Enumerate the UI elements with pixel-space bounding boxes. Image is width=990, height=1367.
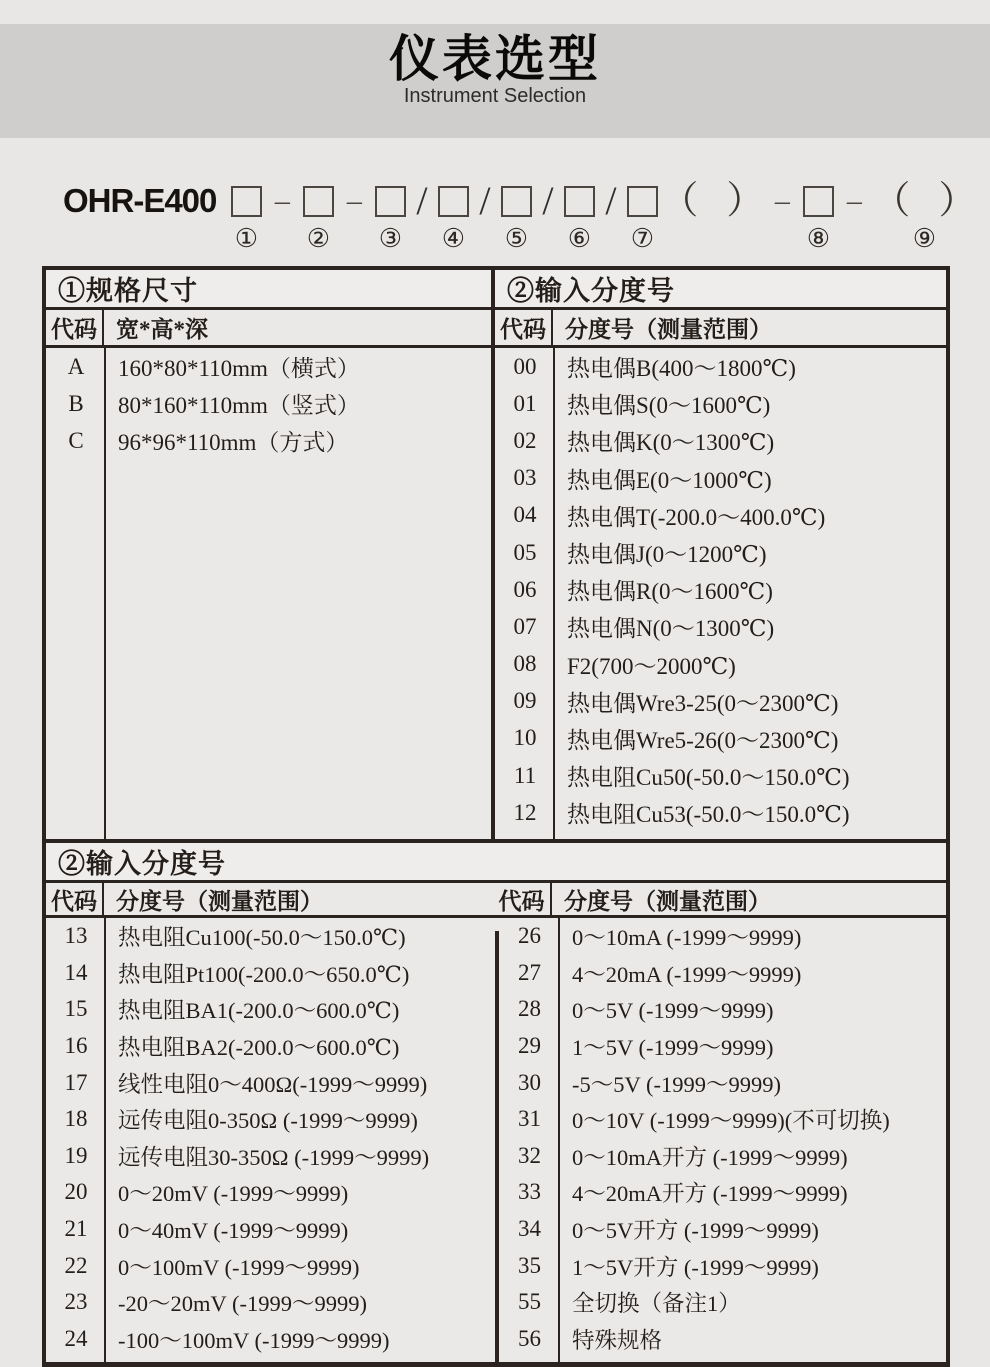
- table-row: [499, 1284, 946, 1321]
- code-cell: 20: [64, 1179, 88, 1205]
- table-row: [499, 1247, 946, 1284]
- code-cell: 26: [518, 923, 541, 949]
- desc-cell: 热电偶J(0～1200℃): [567, 542, 767, 568]
- paren-open: （: [872, 180, 911, 222]
- slash-separator: /: [416, 178, 428, 223]
- code-cell: C: [68, 427, 84, 453]
- code-cell: 32: [518, 1142, 541, 1168]
- paren-close: ）: [938, 180, 977, 222]
- desc-cell: 热电阻Cu50(-50.0～150.0℃): [567, 765, 850, 791]
- desc-cell: 0～20mV (-1999～9999): [118, 1181, 349, 1207]
- desc-cell: 4～20mA开方 (-1999～9999): [572, 1181, 848, 1207]
- position-circle-2: ②: [306, 224, 331, 253]
- slash-separator: /: [542, 178, 554, 223]
- input-graduation-rows: [495, 348, 946, 839]
- table-row: [499, 918, 946, 955]
- table-row: [495, 571, 946, 608]
- desc-cell: 0～10V (-1999～9999)(不可切换): [572, 1108, 890, 1134]
- model-box-7: [624, 185, 660, 253]
- table-row: [499, 1321, 946, 1358]
- desc-cell: 热电偶N(0～1300℃): [567, 616, 775, 642]
- code-cell: 30: [518, 1069, 541, 1095]
- desc-cell: -5～5V (-1999～9999): [572, 1071, 781, 1097]
- code-cell: 11: [513, 762, 537, 788]
- table-row: [495, 422, 946, 459]
- code-cell: 15: [64, 996, 88, 1022]
- desc-cell: 热电偶S(0～1600℃): [567, 393, 771, 419]
- column-code: 代码: [46, 883, 104, 915]
- model-paren-9: [872, 180, 977, 253]
- model-prefix: OHR-E400: [63, 182, 217, 219]
- table-row: [46, 1321, 495, 1358]
- column-size: 宽*高*深: [116, 317, 208, 342]
- title-band: [0, 24, 990, 138]
- position-circle-8: ⑧: [806, 224, 831, 253]
- code-cell: 33: [518, 1179, 541, 1205]
- table-row: [46, 1174, 495, 1211]
- table-row: [495, 460, 946, 497]
- code-cell: 17: [64, 1069, 88, 1095]
- desc-cell: 热电阻BA1(-200.0～600.0℃): [118, 998, 400, 1024]
- code-cell: 13: [64, 923, 88, 949]
- column-range: 分度号（测量范围）: [116, 888, 323, 914]
- model-code-row: [63, 178, 977, 253]
- input-graduation-2-rows: [46, 918, 946, 1363]
- model-box-1: [228, 185, 264, 253]
- position-circle-1: ①: [234, 224, 259, 253]
- desc-cell: -100～100mV (-1999～9999): [118, 1327, 390, 1353]
- table-row: [499, 1138, 946, 1175]
- table-row: [46, 991, 495, 1028]
- desc-cell: 热电偶T(-200.0～400.0℃): [567, 504, 826, 530]
- table-row: [46, 1211, 495, 1248]
- desc-cell: 热电阻Cu100(-50.0～150.0℃): [118, 925, 406, 951]
- code-cell: 09: [513, 688, 537, 714]
- table-row: [499, 955, 946, 992]
- slash-separator: /: [605, 178, 617, 223]
- desc-cell: 热电偶Wre5-26(0～2300℃): [567, 727, 839, 753]
- code-cell: 34: [518, 1216, 541, 1242]
- code-cell: 14: [64, 959, 88, 985]
- desc-cell: 0～5V开方 (-1999～9999): [572, 1218, 819, 1244]
- desc-cell: 0～10mA开方 (-1999～9999): [572, 1144, 848, 1170]
- table-row: [46, 1101, 495, 1138]
- column-range: 分度号（测量范围）: [564, 888, 771, 914]
- desc-cell: 1～5V (-1999～9999): [572, 1035, 774, 1061]
- desc-cell: 热电偶R(0～1600℃): [567, 579, 773, 605]
- position-circle-9: ⑨: [912, 224, 937, 253]
- table-row: [495, 348, 946, 385]
- desc-cell: 160*80*110mm（横式）: [118, 356, 360, 382]
- code-cell: 31: [518, 1106, 541, 1132]
- table-row: [46, 1138, 495, 1175]
- paren-open: （: [660, 180, 699, 222]
- code-cell: 01: [513, 390, 537, 416]
- table-row: [499, 1064, 946, 1101]
- column-code: 代码: [46, 310, 104, 345]
- table-row: [495, 683, 946, 720]
- desc-cell: -20～20mV (-1999～9999): [118, 1291, 367, 1317]
- model-box-4: [435, 185, 471, 253]
- code-cell: A: [67, 353, 85, 379]
- table-row: [495, 385, 946, 422]
- dash-separator: –: [346, 184, 362, 217]
- input-graduation-column-header: [495, 310, 946, 348]
- desc-cell: 96*96*110mm（方式）: [118, 430, 349, 456]
- desc-cell: 热电阻Pt100(-200.0～650.0℃): [118, 961, 410, 987]
- table-row: [495, 720, 946, 757]
- position-circle-3: ③: [378, 224, 403, 253]
- model-box-2: [300, 185, 336, 253]
- code-cell: 00: [513, 353, 537, 379]
- table-row: [499, 1174, 946, 1211]
- code-cell: 16: [64, 1033, 88, 1059]
- desc-cell: 0～40mV (-1999～9999): [118, 1218, 349, 1244]
- desc-cell: 远传电阻30-350Ω (-1999～9999): [118, 1144, 430, 1170]
- code-cell: 22: [64, 1252, 88, 1278]
- table-row: [46, 348, 491, 385]
- paren-close: ）: [726, 180, 765, 222]
- table-row: [46, 918, 495, 955]
- code-cell: 12: [513, 799, 537, 825]
- desc-cell: 热电阻BA2(-200.0～600.0℃): [118, 1035, 400, 1061]
- code-cell: 07: [513, 613, 537, 639]
- table-bottom-edge: [46, 1362, 946, 1367]
- spec-size-rows: [46, 348, 491, 839]
- column-range: 分度号（测量范围）: [565, 317, 772, 342]
- page-title: 仪表选型: [389, 31, 601, 87]
- table-row: [499, 991, 946, 1028]
- desc-cell: F2(700～2000℃): [567, 653, 736, 679]
- table-row: [499, 1211, 946, 1248]
- code-box-icon: [564, 186, 595, 217]
- dash-separator: –: [846, 184, 862, 217]
- code-cell: 02: [513, 427, 537, 453]
- position-circle-4: ④: [441, 224, 466, 253]
- position-circle-7: ⑦: [630, 224, 655, 253]
- desc-cell: 80*160*110mm（竖式）: [118, 393, 360, 419]
- dash-separator: –: [774, 184, 790, 217]
- table-row: [46, 1064, 495, 1101]
- code-cell: 55: [518, 1289, 541, 1315]
- desc-cell: 远传电阻0-350Ω (-1999～9999): [118, 1108, 418, 1134]
- desc-cell: 热电偶K(0～1300℃): [567, 430, 775, 456]
- code-cell: 10: [513, 725, 537, 751]
- table-row: [495, 534, 946, 571]
- section-spec-and-input: [46, 270, 946, 839]
- desc-cell: 热电偶Wre3-25(0～2300℃): [567, 690, 839, 716]
- code-cell: 28: [518, 996, 541, 1022]
- code-box-icon: [627, 186, 658, 217]
- desc-cell: 4～20mA (-1999～9999): [572, 961, 802, 987]
- selection-table: [42, 266, 950, 1367]
- spec-size-column-header: [46, 310, 491, 348]
- input-graduation-subtable: [495, 270, 946, 839]
- code-cell: B: [68, 390, 84, 416]
- table-row: [499, 1101, 946, 1138]
- page-subtitle: Instrument Selection: [403, 85, 587, 107]
- code-cell: 23: [64, 1289, 88, 1315]
- model-box-8: [800, 185, 836, 253]
- desc-cell: 热电偶E(0～1000℃): [567, 467, 772, 493]
- code-box-icon: [375, 186, 406, 217]
- desc-cell: 1～5V开方 (-1999～9999): [572, 1254, 819, 1280]
- desc-cell: 0～5V (-1999～9999): [572, 998, 774, 1024]
- dash-separator: –: [274, 184, 290, 217]
- desc-cell: 全切换（备注1）: [572, 1291, 741, 1317]
- code-box-icon: [438, 186, 469, 217]
- code-cell: 06: [513, 576, 537, 602]
- code-cell: 29: [518, 1033, 541, 1059]
- code-cell: 35: [518, 1252, 541, 1278]
- code-cell: 05: [513, 539, 537, 565]
- code-cell: 56: [518, 1325, 541, 1351]
- column-code: 代码: [495, 310, 553, 345]
- column-code: 代码: [493, 883, 552, 915]
- desc-cell: 0～100mV (-1999～9999): [118, 1254, 360, 1280]
- code-cell: 27: [518, 959, 541, 985]
- table-row: [495, 497, 946, 534]
- code-cell: 04: [513, 502, 537, 528]
- table-row: [46, 1028, 495, 1065]
- table-row: [46, 422, 491, 459]
- code-cell: 24: [64, 1325, 88, 1351]
- code-box-icon: [501, 186, 532, 217]
- desc-cell: 特殊规格: [572, 1327, 663, 1353]
- code-box-icon: [303, 186, 334, 217]
- slash-separator: /: [479, 178, 491, 223]
- input-graduation-header: ②输入分度号: [495, 270, 946, 310]
- spec-size-subtable: [46, 270, 495, 839]
- table-row: [495, 794, 946, 831]
- code-box-icon: [803, 186, 834, 217]
- code-cell: 18: [64, 1106, 88, 1132]
- model-box-6: [561, 185, 597, 253]
- desc-cell: 热电偶B(400～1800℃): [567, 356, 796, 382]
- desc-cell: 0～10mA (-1999～9999): [572, 925, 802, 951]
- table-row: [46, 1247, 495, 1284]
- desc-cell: 热电阻Cu53(-50.0～150.0℃): [567, 802, 850, 828]
- table-row: [46, 385, 491, 422]
- code-cell: 21: [64, 1216, 88, 1242]
- right-code-list: [499, 918, 946, 1363]
- table-row: [46, 1284, 495, 1321]
- table-row: [495, 646, 946, 683]
- model-box-5: [498, 185, 534, 253]
- code-cell: 03: [513, 465, 537, 491]
- model-box-3: [372, 185, 408, 253]
- code-cell: 19: [64, 1142, 88, 1168]
- spec-size-header: ①规格尺寸: [46, 270, 491, 310]
- input-graduation-2-column-header: [46, 883, 946, 918]
- table-row: [499, 1028, 946, 1065]
- position-circle-6: ⑥: [567, 224, 592, 253]
- table-row: [46, 955, 495, 992]
- input-graduation-2-header: ②输入分度号: [46, 843, 946, 883]
- table-row: [495, 608, 946, 645]
- desc-cell: 线性电阻0～400Ω(-1999～9999): [118, 1071, 428, 1097]
- table-row: [495, 757, 946, 794]
- code-cell: 08: [513, 651, 537, 677]
- code-box-icon: [231, 186, 262, 217]
- position-circle-5: ⑤: [504, 224, 529, 253]
- left-code-list: [46, 918, 495, 1363]
